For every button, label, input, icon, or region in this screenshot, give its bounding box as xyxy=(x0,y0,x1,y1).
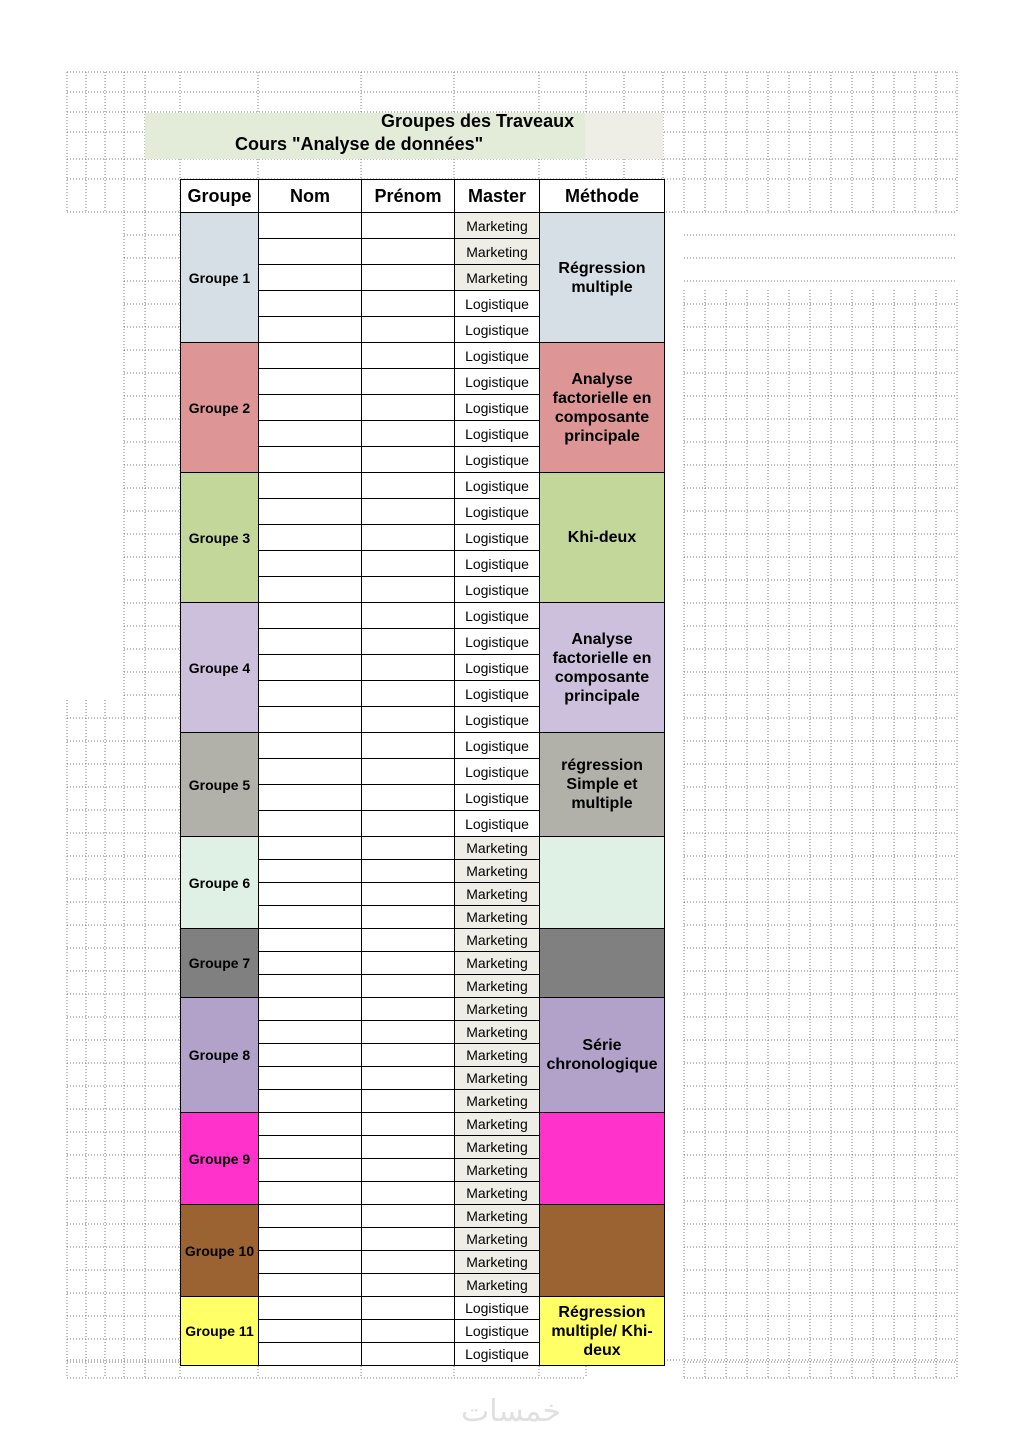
nom-cell[interactable] xyxy=(259,860,362,883)
master-cell: Marketing xyxy=(455,1021,540,1044)
prenom-cell[interactable] xyxy=(362,473,455,499)
master-cell: Marketing xyxy=(455,883,540,906)
nom-cell[interactable] xyxy=(259,213,362,239)
prenom-cell[interactable] xyxy=(362,395,455,421)
nom-cell[interactable] xyxy=(259,265,362,291)
nom-cell[interactable] xyxy=(259,929,362,952)
page-title: Groupes des Traveaux xyxy=(381,111,575,131)
method-cell xyxy=(540,929,665,998)
nom-cell[interactable] xyxy=(259,1205,362,1228)
nom-cell[interactable] xyxy=(259,1320,362,1343)
nom-cell[interactable] xyxy=(259,952,362,975)
nom-cell[interactable] xyxy=(259,1113,362,1136)
table-row xyxy=(181,929,665,952)
group-label-cell: Groupe 11 xyxy=(181,1297,259,1366)
group-label-cell: Groupe 1 xyxy=(181,213,259,343)
master-cell: Marketing xyxy=(455,860,540,883)
master-cell: Marketing xyxy=(455,952,540,975)
nom-cell[interactable] xyxy=(259,655,362,681)
master-cell: Marketing xyxy=(455,213,540,239)
header-row xyxy=(181,180,665,213)
table-row xyxy=(181,1113,665,1136)
prenom-cell[interactable] xyxy=(362,998,455,1021)
nom-cell[interactable] xyxy=(259,447,362,473)
nom-cell[interactable] xyxy=(259,681,362,707)
nom-cell[interactable] xyxy=(259,1274,362,1297)
master-cell: Marketing xyxy=(455,975,540,998)
nom-cell[interactable] xyxy=(259,837,362,860)
master-cell: Logistique xyxy=(455,499,540,525)
master-cell: Logistique xyxy=(455,707,540,733)
header-nom: Nom xyxy=(259,180,362,213)
nom-cell[interactable] xyxy=(259,1090,362,1113)
master-cell: Logistique xyxy=(455,343,540,369)
master-cell: Marketing xyxy=(455,1228,540,1251)
master-cell: Marketing xyxy=(455,837,540,860)
prenom-cell[interactable] xyxy=(362,1343,455,1366)
master-cell: Marketing xyxy=(455,1113,540,1136)
nom-cell[interactable] xyxy=(259,317,362,343)
table-row xyxy=(181,837,665,860)
method-cell: Régression multiple xyxy=(540,213,665,343)
nom-cell[interactable] xyxy=(259,759,362,785)
nom-cell[interactable] xyxy=(259,1182,362,1205)
prenom-cell[interactable] xyxy=(362,629,455,655)
master-cell: Logistique xyxy=(455,525,540,551)
nom-cell[interactable] xyxy=(259,785,362,811)
master-cell: Marketing xyxy=(455,1136,540,1159)
master-cell: Logistique xyxy=(455,603,540,629)
method-cell xyxy=(540,1113,665,1205)
prenom-cell[interactable] xyxy=(362,1113,455,1136)
method-cell: régression Simple et multiple xyxy=(540,733,665,837)
method-cell: Analyse factorielle en composante principale xyxy=(540,343,665,473)
master-cell: Marketing xyxy=(455,1044,540,1067)
prenom-cell[interactable] xyxy=(362,707,455,733)
master-cell: Logistique xyxy=(455,1297,540,1320)
nom-cell[interactable] xyxy=(259,1228,362,1251)
prenom-cell[interactable] xyxy=(362,317,455,343)
master-cell: Logistique xyxy=(455,317,540,343)
table-row xyxy=(181,1205,665,1228)
prenom-cell[interactable] xyxy=(362,733,455,759)
method-cell: Série chronologique xyxy=(540,998,665,1113)
nom-cell[interactable] xyxy=(259,733,362,759)
nom-cell[interactable] xyxy=(259,811,362,837)
prenom-cell[interactable] xyxy=(362,759,455,785)
group-label-cell: Groupe 8 xyxy=(181,998,259,1113)
prenom-cell[interactable] xyxy=(362,811,455,837)
master-cell: Logistique xyxy=(455,551,540,577)
prenom-cell[interactable] xyxy=(362,239,455,265)
master-cell: Logistique xyxy=(455,811,540,837)
nom-cell[interactable] xyxy=(259,551,362,577)
method-cell: Régression multiple/ Khi-deux xyxy=(540,1297,665,1366)
header-methode: Méthode xyxy=(540,180,665,213)
prenom-cell[interactable] xyxy=(362,421,455,447)
nom-cell[interactable] xyxy=(259,395,362,421)
page-subtitle: Cours "Analyse de données" xyxy=(235,134,484,154)
master-cell: Marketing xyxy=(455,239,540,265)
master-cell: Logistique xyxy=(455,473,540,499)
prenom-cell[interactable] xyxy=(362,929,455,952)
header-prenom: Prénom xyxy=(362,180,455,213)
master-cell: Logistique xyxy=(455,655,540,681)
master-cell: Marketing xyxy=(455,929,540,952)
nom-cell[interactable] xyxy=(259,577,362,603)
prenom-cell[interactable] xyxy=(362,343,455,369)
prenom-cell[interactable] xyxy=(362,1136,455,1159)
nom-cell[interactable] xyxy=(259,369,362,395)
master-cell: Marketing xyxy=(455,1274,540,1297)
method-cell: Khi-deux xyxy=(540,473,665,603)
prenom-cell[interactable] xyxy=(362,551,455,577)
prenom-cell[interactable] xyxy=(362,291,455,317)
prenom-cell[interactable] xyxy=(362,213,455,239)
table-row xyxy=(181,603,665,629)
master-cell: Logistique xyxy=(455,577,540,603)
master-cell: Logistique xyxy=(455,447,540,473)
nom-cell[interactable] xyxy=(259,473,362,499)
table-row xyxy=(181,343,665,369)
header-groupe: Groupe xyxy=(181,180,259,213)
table-row xyxy=(181,213,665,239)
prenom-cell[interactable] xyxy=(362,577,455,603)
prenom-cell[interactable] xyxy=(362,603,455,629)
prenom-cell[interactable] xyxy=(362,906,455,929)
group-label-cell: Groupe 5 xyxy=(181,733,259,837)
nom-cell[interactable] xyxy=(259,291,362,317)
group-label-cell: Groupe 2 xyxy=(181,343,259,473)
nom-cell[interactable] xyxy=(259,975,362,998)
prenom-cell[interactable] xyxy=(362,1297,455,1320)
nom-cell[interactable] xyxy=(259,603,362,629)
prenom-cell[interactable] xyxy=(362,1090,455,1113)
method-cell xyxy=(540,837,665,929)
master-cell: Marketing xyxy=(455,265,540,291)
prenom-cell[interactable] xyxy=(362,1182,455,1205)
master-cell: Marketing xyxy=(455,1251,540,1274)
nom-cell[interactable] xyxy=(259,707,362,733)
master-cell: Logistique xyxy=(455,785,540,811)
prenom-cell[interactable] xyxy=(362,952,455,975)
prenom-cell[interactable] xyxy=(362,860,455,883)
group-label-cell: Groupe 3 xyxy=(181,473,259,603)
master-cell: Marketing xyxy=(455,1067,540,1090)
master-cell: Marketing xyxy=(455,1182,540,1205)
group-label-cell: Groupe 10 xyxy=(181,1205,259,1297)
prenom-cell[interactable] xyxy=(362,1044,455,1067)
watermark-logo: خمسات xyxy=(460,1395,562,1428)
header-master: Master xyxy=(455,180,540,213)
master-cell: Marketing xyxy=(455,1090,540,1113)
master-cell: Logistique xyxy=(455,733,540,759)
prenom-cell[interactable] xyxy=(362,837,455,860)
nom-cell[interactable] xyxy=(259,421,362,447)
nom-cell[interactable] xyxy=(259,1251,362,1274)
nom-cell[interactable] xyxy=(259,1067,362,1090)
prenom-cell[interactable] xyxy=(362,681,455,707)
table-row xyxy=(181,1297,665,1320)
master-cell: Marketing xyxy=(455,1205,540,1228)
master-cell: Logistique xyxy=(455,291,540,317)
nom-cell[interactable] xyxy=(259,1021,362,1044)
prenom-cell[interactable] xyxy=(362,1021,455,1044)
nom-cell[interactable] xyxy=(259,499,362,525)
prenom-cell[interactable] xyxy=(362,1320,455,1343)
nom-cell[interactable] xyxy=(259,1159,362,1182)
master-cell: Logistique xyxy=(455,369,540,395)
nom-cell[interactable] xyxy=(259,239,362,265)
prenom-cell[interactable] xyxy=(362,1251,455,1274)
prenom-cell[interactable] xyxy=(362,655,455,681)
nom-cell[interactable] xyxy=(259,629,362,655)
group-label-cell: Groupe 7 xyxy=(181,929,259,998)
master-cell: Logistique xyxy=(455,1343,540,1366)
prenom-cell[interactable] xyxy=(362,975,455,998)
prenom-cell[interactable] xyxy=(362,499,455,525)
master-cell: Logistique xyxy=(455,759,540,785)
prenom-cell[interactable] xyxy=(362,1159,455,1182)
prenom-cell[interactable] xyxy=(362,883,455,906)
prenom-cell[interactable] xyxy=(362,1067,455,1090)
prenom-cell[interactable] xyxy=(362,785,455,811)
master-cell: Logistique xyxy=(455,1320,540,1343)
nom-cell[interactable] xyxy=(259,906,362,929)
group-label-cell: Groupe 9 xyxy=(181,1113,259,1205)
group-label-cell: Groupe 4 xyxy=(181,603,259,733)
prenom-cell[interactable] xyxy=(362,265,455,291)
master-cell: Marketing xyxy=(455,998,540,1021)
prenom-cell[interactable] xyxy=(362,447,455,473)
prenom-cell[interactable] xyxy=(362,1228,455,1251)
table-row xyxy=(181,998,665,1021)
nom-cell[interactable] xyxy=(259,998,362,1021)
prenom-cell[interactable] xyxy=(362,369,455,395)
nom-cell[interactable] xyxy=(259,1044,362,1067)
master-cell: Logistique xyxy=(455,421,540,447)
table-row xyxy=(181,473,665,499)
master-cell: Logistique xyxy=(455,681,540,707)
master-cell: Logistique xyxy=(455,395,540,421)
table-row xyxy=(181,733,665,759)
method-cell: Analyse factorielle en composante principale xyxy=(540,603,665,733)
master-cell: Logistique xyxy=(455,629,540,655)
prenom-cell[interactable] xyxy=(362,525,455,551)
prenom-cell[interactable] xyxy=(362,1205,455,1228)
nom-cell[interactable] xyxy=(259,1297,362,1320)
master-cell: Marketing xyxy=(455,1159,540,1182)
method-cell xyxy=(540,1205,665,1297)
group-label-cell: Groupe 6 xyxy=(181,837,259,929)
nom-cell[interactable] xyxy=(259,525,362,551)
nom-cell[interactable] xyxy=(259,1343,362,1366)
nom-cell[interactable] xyxy=(259,1136,362,1159)
nom-cell[interactable] xyxy=(259,883,362,906)
prenom-cell[interactable] xyxy=(362,1274,455,1297)
master-cell: Marketing xyxy=(455,906,540,929)
nom-cell[interactable] xyxy=(259,343,362,369)
groups-table xyxy=(180,179,665,1366)
